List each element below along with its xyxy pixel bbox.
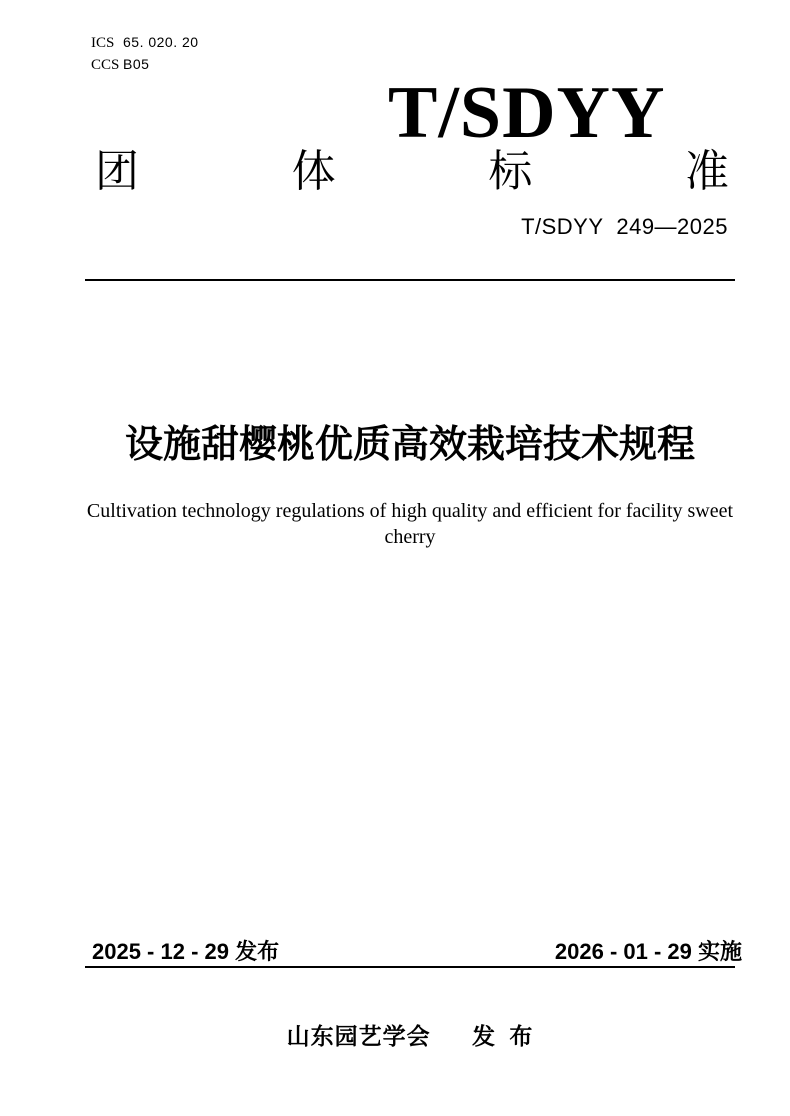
ics-label: ICS	[91, 35, 115, 51]
implement-date: 2026 - 01 - 29 实施	[554, 939, 742, 964]
issue-date: 2025 - 12 - 29 发布	[92, 939, 280, 964]
document-title-zh: 设施甜樱桃优质高效栽培技术规程	[124, 424, 695, 466]
header-divider-line	[85, 279, 735, 281]
association-logo-text: T/SDYY	[388, 72, 666, 154]
standard-type-char: 标	[488, 147, 533, 196]
footer-divider-line	[85, 966, 735, 968]
publisher-row	[85, 1018, 735, 1051]
ics-value: 65. 020. 20	[123, 34, 199, 50]
publisher-name: 山东园艺学会	[286, 1023, 431, 1049]
publish-label: 发 布	[472, 1023, 534, 1049]
document-title-en	[75, 498, 745, 550]
ccs-code-row	[91, 56, 199, 78]
ccs-label: CCS	[91, 57, 120, 73]
standard-type-char: 团	[95, 147, 139, 196]
standard-type-char: 体	[291, 147, 336, 196]
document-title-en-line1: Cultivation technology regulations of high quality and efficient for facility sweet	[86, 500, 734, 522]
ics-code-row	[91, 34, 199, 56]
standard-number: T/SDYY 249—2025	[521, 214, 728, 239]
document-title-en-line2: cherry	[384, 526, 436, 548]
ccs-value: B05	[123, 56, 150, 72]
classification-codes	[91, 34, 199, 78]
standard-type-title	[95, 147, 729, 196]
dates-row	[92, 935, 742, 966]
standard-type-char: 准	[684, 147, 729, 196]
